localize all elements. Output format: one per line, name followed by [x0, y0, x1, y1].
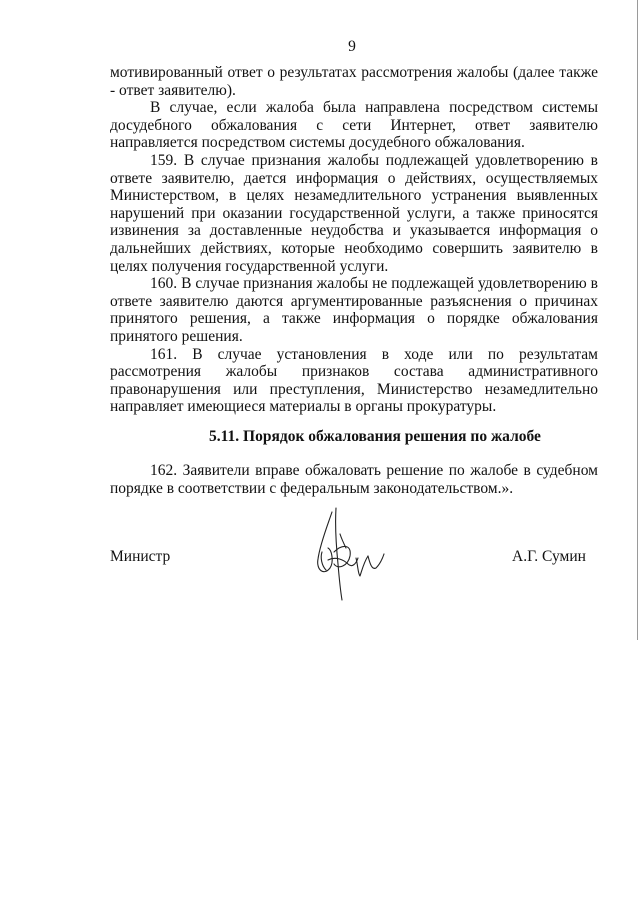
- paragraph-161: 161. В случае установления в ходе или по результатам рассмотрения жалобы признаков состава административного правонарушения или преступления, Министерство незамедлительно направляет имеющиеся материалы в органы прокуратуры.: [110, 345, 598, 416]
- signer-name: А.Г. Сумин: [512, 548, 586, 565]
- page-number: 9: [348, 38, 356, 55]
- section-heading: 5.11. Порядок обжалования решения по жалобе: [209, 428, 541, 445]
- paragraph-online-complaint: В случае, если жалоба была направлена посредством системы досудебного обжалования с сети Интернет, ответ заявителю направляется посредством системы досудебного обжалования.: [110, 99, 598, 152]
- handwritten-signature: [298, 504, 388, 604]
- section-body: [110, 462, 598, 497]
- paragraph-continuation: мотивированный ответ о результатах рассмотрения жалобы (далее также - ответ заявителю).: [110, 64, 598, 99]
- page-edge-line: [637, 0, 638, 640]
- paragraph-159: 159. В случае признания жалобы подлежащей удовлетворению в ответе заявителю, дается информация о действиях, осуществляемых Министерством, в целях незамедлительного устранения выявленных нарушений при оказании государственной услуги, а также приносятся извинения за доставленные неудобства и указывается информация о дальнейших действиях, которые необходимо совершить заявителю в целях получения государственной услуги.: [110, 151, 598, 275]
- signer-title: Министр: [110, 548, 171, 565]
- paragraph-160: 160. В случае признания жалобы не подлежащей удовлетворению в ответе заявителю даются аргументированные разъяснения о причинах принятого решения, а также информация о порядке обжалования принятого решения.: [110, 275, 598, 345]
- paragraph-162: 162. Заявители вправе обжаловать решение по жалобе в судебном порядке в соответствии с федеральным законодательством.».: [110, 462, 598, 497]
- body-text: [110, 64, 598, 416]
